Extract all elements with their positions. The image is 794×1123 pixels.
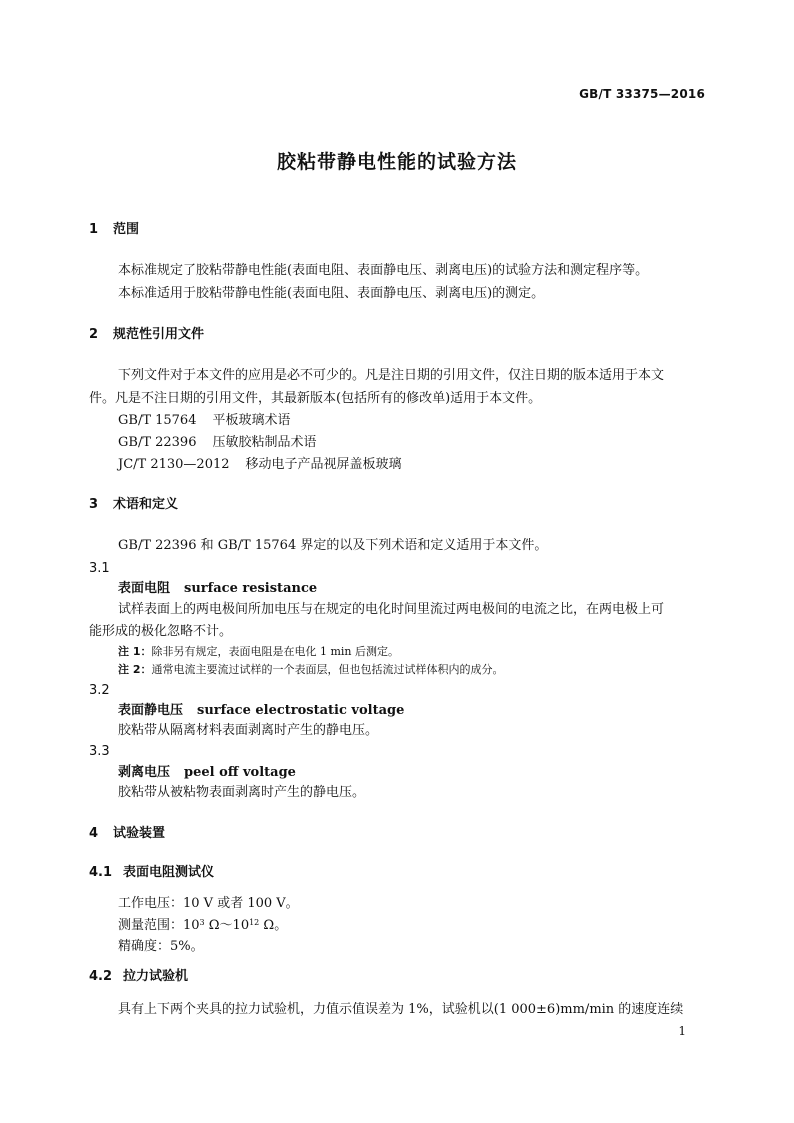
subsection-number: 4.1 — [89, 865, 113, 880]
term-chinese: 表面静电压 — [118, 703, 184, 718]
term-english: surface electrostatic voltage — [197, 703, 405, 718]
term-english: surface resistance — [184, 581, 318, 596]
section-number: 3 — [89, 497, 99, 512]
section-title: 规范性引用文件 — [113, 327, 205, 342]
spec-line: 精确度：5%。 — [118, 939, 204, 954]
page-number: 1 — [678, 1024, 686, 1038]
reference-item — [118, 458, 402, 471]
term-heading — [118, 582, 317, 595]
subsection-title: 表面电阻测试仪 — [123, 865, 215, 880]
term-chinese: 剥离电压 — [118, 765, 171, 780]
note-text: 除非另有规定，表面电阻是在电化 1 min 后测定。 — [151, 645, 400, 658]
section-2-heading — [89, 328, 204, 341]
subsection-4-2-heading — [89, 970, 188, 983]
standard-number: GB/T 33375—2016 — [579, 87, 705, 101]
reference-code: JC/T 2130—2012 — [118, 457, 230, 472]
note-text: 通常电流主要流过试样的一个表面层，但也包括流过试样体积内的成分。 — [151, 663, 504, 676]
term-english: peel off voltage — [184, 765, 296, 780]
section-title: 试验装置 — [113, 826, 166, 841]
section-2-paragraph-line-2: 件。凡是不注日期的引用文件，其最新版本(包括所有的修改单)适用于本文件。 — [89, 391, 542, 406]
superscript: 12 — [249, 918, 260, 927]
spec-text: Ω～10 — [204, 918, 250, 933]
reference-item — [118, 414, 291, 427]
term-heading — [118, 704, 404, 717]
spec-text: 测量范围：10 — [118, 918, 200, 933]
section-1-paragraph-1: 本标准规定了胶粘带静电性能(表面电阻、表面静电压、剥离电压)的试验方法和测定程序等。 — [118, 263, 649, 278]
section-2-paragraph-line-1: 下列文件对于本文件的应用是必不可少的。凡是注日期的引用文件，仅注日期的版本适用于本文 — [118, 368, 665, 383]
section-number: 1 — [89, 222, 99, 237]
reference-item — [118, 436, 317, 449]
term-definition-line-2: 能形成的极化忽略不计。 — [89, 624, 233, 639]
note-2 — [118, 664, 503, 675]
subsection-number: 4.2 — [89, 969, 113, 984]
section-1-paragraph-2: 本标准适用于胶粘带静电性能(表面电阻、表面静电压、剥离电压)的测定。 — [118, 286, 545, 301]
spec-text: Ω。 — [259, 918, 288, 933]
section-number: 2 — [89, 327, 99, 342]
term-number: 3.3 — [89, 744, 110, 759]
term-chinese: 表面电阻 — [118, 581, 171, 596]
reference-code: GB/T 22396 — [118, 435, 197, 450]
term-number: 3.1 — [89, 561, 110, 576]
section-number: 4 — [89, 826, 99, 841]
subsection-4-1-heading — [89, 866, 214, 879]
section-4-heading — [89, 827, 165, 840]
superscript: 3 — [199, 918, 205, 927]
term-definition-line-1: 试样表面上的两电极间所加电压与在规定的电化时间里流过两电极间的电流之比，在两电极上可 — [118, 602, 665, 617]
section-3-heading — [89, 498, 178, 511]
subsection-title: 拉力试验机 — [123, 969, 189, 984]
reference-name: 移动电子产品视屏盖板玻璃 — [245, 457, 402, 472]
paragraph-line: 具有上下两个夹具的拉力试验机，力值示值误差为 1%，试验机以(1 000±6)mm/min 的速度连续 — [118, 1002, 684, 1017]
section-title: 术语和定义 — [113, 497, 179, 512]
term-heading — [118, 766, 296, 779]
document-title: 胶粘带静电性能的试验方法 — [276, 151, 517, 173]
note-label: 注 1： — [118, 645, 152, 658]
section-title: 范围 — [113, 222, 140, 237]
term-definition: 胶粘带从隔离材料表面剥离时产生的静电压。 — [118, 723, 379, 738]
term-definition: 胶粘带从被粘物表面剥离时产生的静电压。 — [118, 785, 366, 800]
note-label: 注 2： — [118, 663, 152, 676]
spec-line: 工作电压：10 V 或者 100 V。 — [118, 896, 299, 911]
section-1-heading — [89, 223, 139, 236]
reference-name: 压敏胶粘制品术语 — [212, 435, 317, 450]
reference-code: GB/T 15764 — [118, 413, 197, 428]
note-1 — [118, 646, 399, 657]
spec-line — [118, 919, 287, 932]
section-3-intro: GB/T 22396 和 GB/T 15764 界定的以及下列术语和定义适用于本文件。 — [118, 538, 548, 553]
reference-name: 平板玻璃术语 — [212, 413, 291, 428]
term-number: 3.2 — [89, 683, 110, 698]
